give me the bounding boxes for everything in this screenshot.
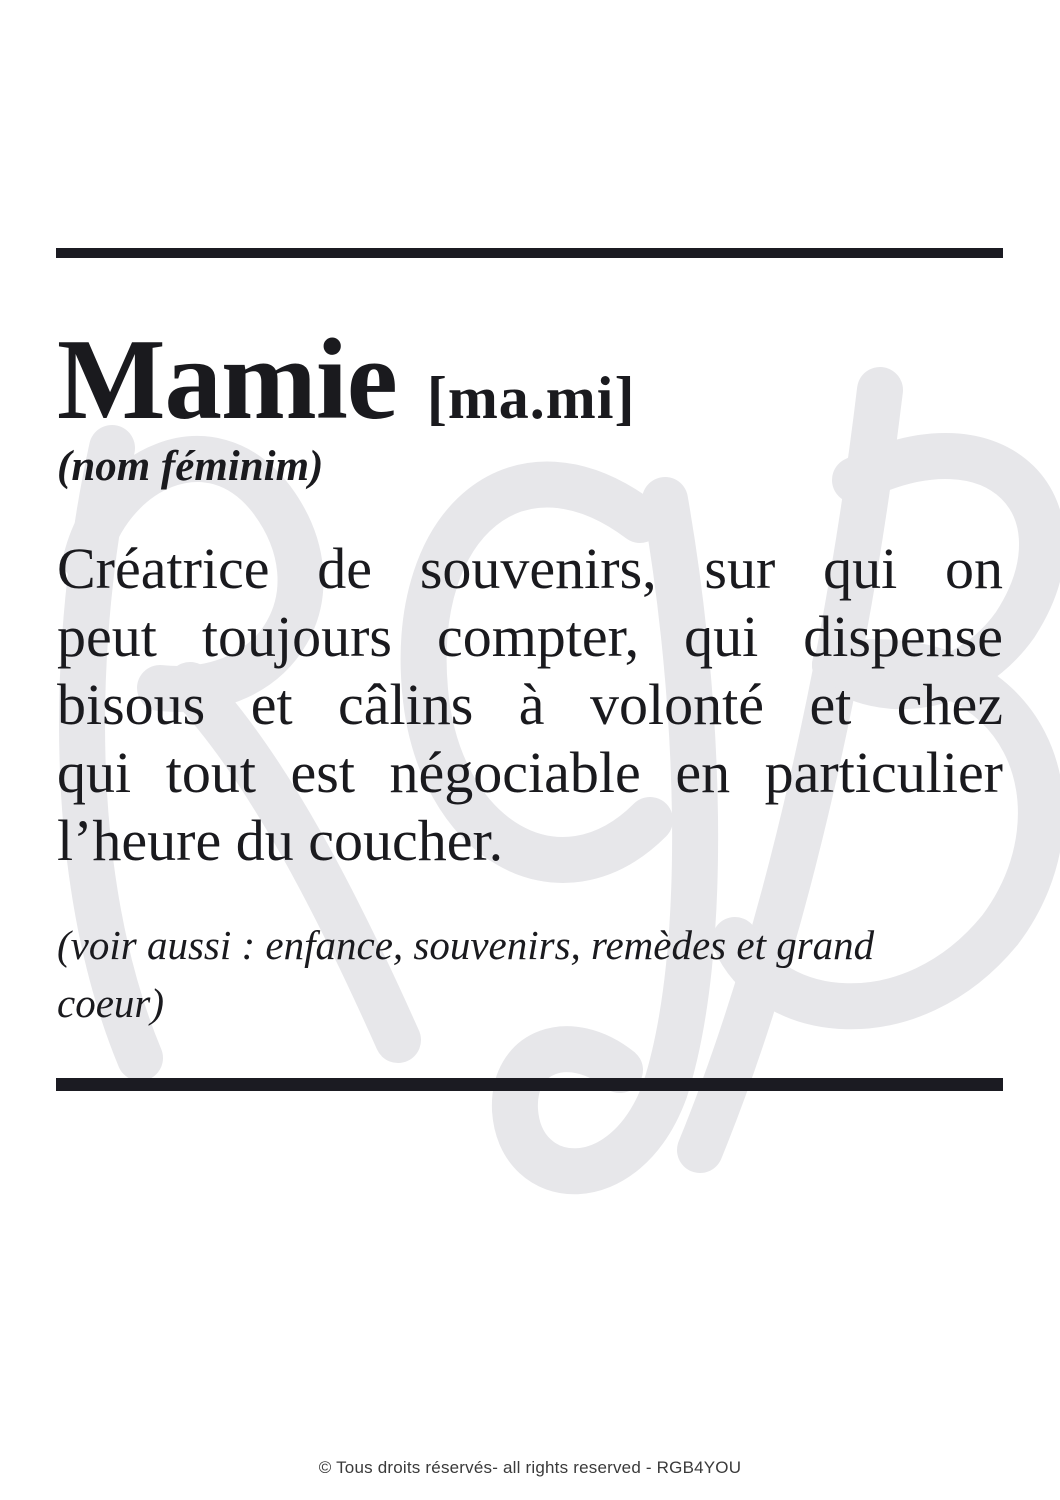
entry-pronunciation: [ma.mi] <box>426 365 636 431</box>
definition-line: peut toujours compter, qui dispense <box>57 604 1003 669</box>
entry-word: Mamie <box>57 316 397 443</box>
top-divider-bar <box>56 248 1003 258</box>
copyright-footer: © Tous droits réservés- all rights reserved - RGB4YOU <box>318 1458 742 1477</box>
bottom-divider-bar <box>56 1078 1003 1091</box>
entry-header <box>57 316 636 443</box>
entry-see-also <box>57 916 1003 1032</box>
entry-part-of-speech: (nom féminim) <box>57 443 324 490</box>
see-also-line: (voir aussi : enfance, souvenirs, remèdes et grand <box>57 922 875 968</box>
entry-definition <box>57 535 1003 875</box>
definition-line: Créatrice de souvenirs, sur qui on <box>57 536 1003 601</box>
definition-line: bisous et câlins à volonté et chez <box>57 672 1003 737</box>
definition-line: l’heure du coucher. <box>57 808 504 873</box>
definition-line: qui tout est négociable en particulier <box>57 740 1003 805</box>
see-also-line: coeur) <box>57 980 165 1026</box>
